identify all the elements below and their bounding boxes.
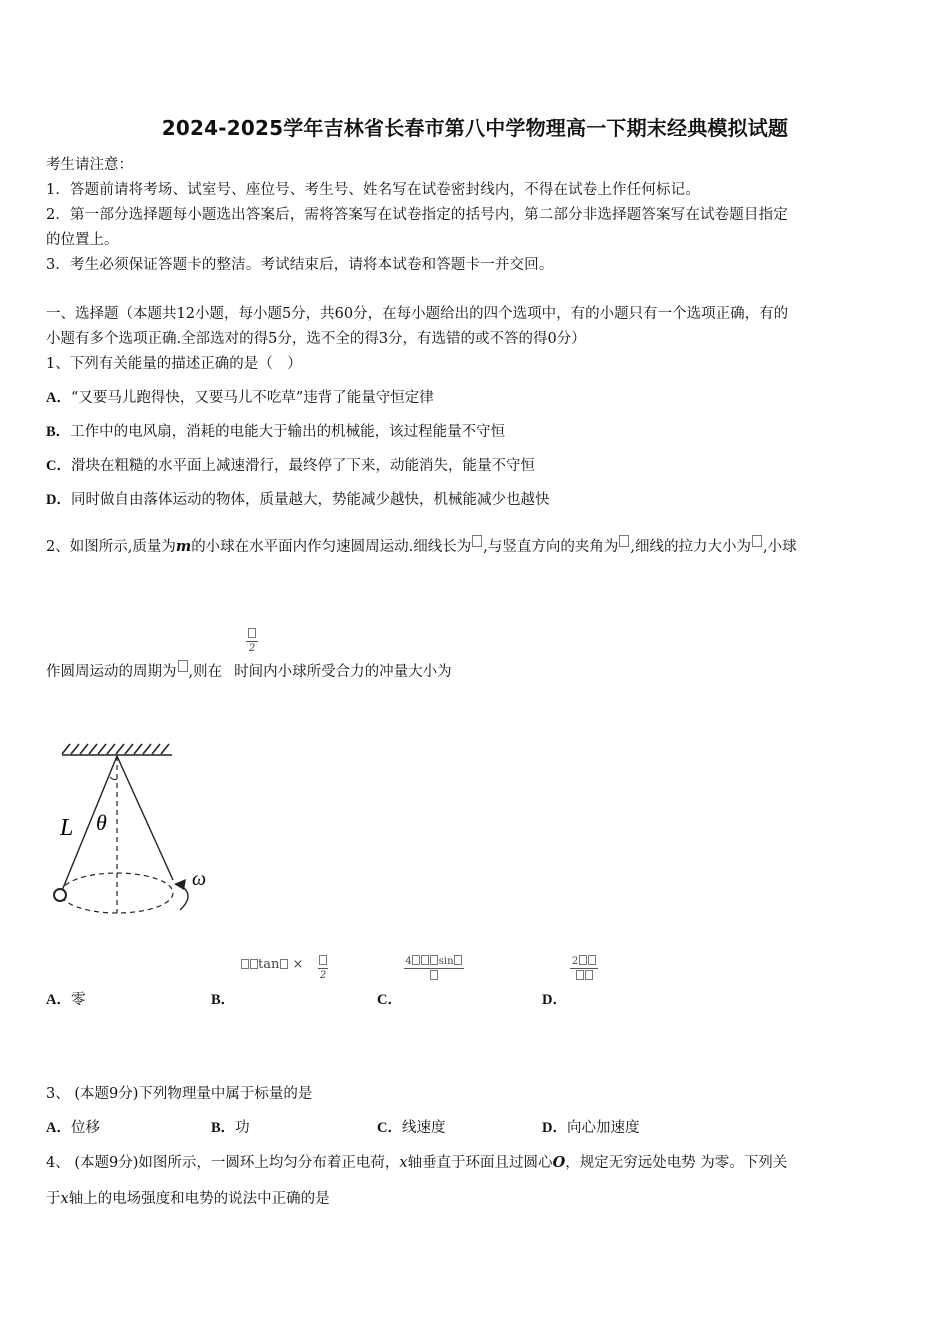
option-text: “又要马儿跑得快，又要马儿不吃草”违背了能量守恒定律	[70, 390, 434, 406]
notice-item-2-cont: 的位置上。	[46, 232, 119, 248]
formula-placeholder	[250, 959, 258, 969]
formula-coefficient: 2	[571, 956, 579, 967]
option-label: A．	[46, 1120, 71, 1136]
stem-text: 时间内小球所受合力的冲量大小为	[234, 664, 452, 680]
option-label: B．	[211, 992, 236, 1008]
option-label: D．	[542, 1120, 567, 1136]
formula-placeholder	[585, 970, 593, 980]
option-label: B．	[46, 424, 71, 440]
notice-item-2: 2．第一部分选择题每小题选出答案后，需将答案写在试卷指定的括号内，第二部分非选择题答案写在试卷题目指定	[46, 207, 788, 223]
question-3-option-d	[542, 1116, 639, 1137]
formula-coefficient: 4	[405, 956, 412, 967]
question-1-option-b	[46, 420, 505, 441]
option-label: A．	[46, 390, 71, 406]
option-label: C．	[377, 1120, 402, 1136]
formula-times: ×	[292, 957, 304, 972]
question-3-option-b	[211, 1116, 250, 1137]
option-label: B．	[211, 1120, 236, 1136]
formula-placeholder	[421, 955, 429, 965]
fraction-bar	[318, 968, 328, 969]
formula-placeholder	[241, 959, 249, 969]
label-theta: θ	[96, 810, 107, 835]
formula-placeholder	[178, 660, 188, 672]
cone-edge-line	[117, 756, 173, 880]
mass-symbol: m	[175, 538, 192, 555]
page-title: 2024-2025学年吉林省长春市第八中学物理高一下期末经典模拟试题	[161, 116, 789, 140]
stem-text: ,小球	[763, 539, 797, 555]
formula-placeholder	[472, 535, 482, 547]
question-2-option-b	[211, 988, 235, 1009]
option-text: 功	[235, 1120, 250, 1136]
option-text: 同时做自由落体运动的物体，质量越大，势能减少越快，机械能减少也越快	[70, 492, 550, 508]
question-1-stem: 1、下列有关能量的描述正确的是（ ）	[46, 356, 302, 372]
option-text: 位移	[70, 1120, 100, 1136]
option-label: C．	[377, 992, 402, 1008]
ceiling-hatch	[62, 744, 172, 755]
option-d-fraction	[570, 955, 598, 982]
stem-text: ,与竖直方向的夹角为	[483, 539, 619, 555]
section-intro-line-1: 一、选择题（本题共12小题，每小题5分，共60分，在每小题给出的四个选项中，有的小题只有一个选项正确，有的	[46, 306, 789, 322]
question-2-option-c	[377, 988, 402, 1009]
question-3-option-c	[377, 1116, 445, 1137]
question-3-option-a	[46, 1116, 100, 1137]
option-text: 向心加速度	[566, 1120, 640, 1136]
option-b-formula	[240, 957, 303, 972]
formula-placeholder	[319, 955, 327, 965]
question-4-stem-line-2	[46, 1187, 330, 1208]
formula-placeholder	[430, 955, 438, 965]
fraction-bar	[246, 641, 258, 642]
o-symbol: O	[552, 1154, 566, 1171]
angle-arc	[110, 777, 117, 780]
question-2-option-a	[46, 988, 85, 1009]
conical-pendulum-figure	[40, 735, 230, 925]
time-fraction	[246, 628, 258, 654]
stem-text: ,则在	[188, 664, 223, 680]
fraction-denominator: 2	[248, 643, 256, 654]
formula-placeholder	[430, 970, 438, 980]
option-label: D．	[46, 492, 71, 508]
formula-sin: sin	[438, 956, 454, 967]
fraction-bar	[404, 968, 464, 969]
formula-placeholder	[588, 955, 596, 965]
stem-text: 4、 (本题9分)如图所示，一圆环上均匀分布着正电荷，	[46, 1155, 400, 1171]
formula-tan: tan	[258, 957, 280, 972]
stem-text: 轴上的电场强度和电势的说法中正确的是	[68, 1191, 330, 1207]
question-1-option-c	[46, 454, 535, 475]
fraction-bar	[570, 968, 598, 969]
formula-placeholder	[454, 955, 462, 965]
label-L: L	[60, 815, 74, 841]
question-2-stem-line-2	[46, 660, 452, 681]
section-intro-line-2: 小题有多个选项正确.全部选对的得5分，选不全的得3分，有选错的或不答的得0分）	[46, 331, 586, 347]
question-3-stem: 3、 (本题9分)下列物理量中属于标量的是	[46, 1086, 313, 1102]
option-c-fraction	[404, 955, 464, 982]
notice-item-3: 3．考生必须保证答题卡的整洁。考试结束后，请将本试卷和答题卡一并交回。	[46, 257, 554, 273]
formula-placeholder	[248, 628, 256, 638]
x-symbol: x	[60, 1191, 69, 1207]
option-label: A．	[46, 992, 71, 1008]
option-b-fraction	[318, 955, 328, 981]
option-text: 线速度	[401, 1120, 446, 1136]
option-label: D．	[542, 992, 567, 1008]
stem-text: ,细线的拉力大小为	[630, 539, 752, 555]
formula-placeholder	[576, 970, 584, 980]
formula-placeholder	[280, 959, 288, 969]
ball	[54, 889, 66, 901]
question-2-stem-line-1	[46, 535, 797, 556]
notice-heading: 考生请注意：	[46, 157, 133, 173]
option-text: 滑块在粗糙的水平面上减速滑行，最终停了下来，动能消失，能量不守恒	[70, 458, 535, 474]
formula-placeholder	[579, 955, 587, 965]
fraction-denominator: 2	[319, 970, 327, 981]
question-1-option-a	[46, 386, 434, 407]
stem-text: 作圆周运动的周期为	[46, 664, 177, 680]
notice-item-1: 1．答题前请将考场、试室号、座位号、考生号、姓名写在试卷密封线内，不得在试卷上作任何标记。	[46, 182, 700, 198]
option-label: C．	[46, 458, 71, 474]
arrow-head-icon	[174, 879, 186, 890]
option-text: 工作中的电风扇，消耗的电能大于输出的机械能，该过程能量不守恒	[70, 424, 506, 440]
formula-placeholder	[752, 535, 762, 547]
stem-text: 于	[46, 1191, 61, 1207]
stem-text: ，规定无穷远处电势 为零。下列关	[565, 1155, 788, 1171]
question-4-stem-line-1	[46, 1151, 787, 1172]
formula-placeholder	[412, 955, 420, 965]
formula-placeholder	[619, 535, 629, 547]
question-1-option-d	[46, 488, 549, 509]
option-text: 零	[70, 992, 86, 1008]
x-symbol: x	[399, 1155, 408, 1171]
question-2-option-d	[542, 988, 567, 1009]
stem-text: 的小球在水平面内作匀速圆周运动.细线长为	[191, 539, 472, 555]
stem-text: 轴垂直于环面且过圆心	[407, 1155, 553, 1171]
label-omega: ω	[192, 868, 207, 890]
stem-text: 2、如图所示,质量为	[46, 539, 176, 555]
